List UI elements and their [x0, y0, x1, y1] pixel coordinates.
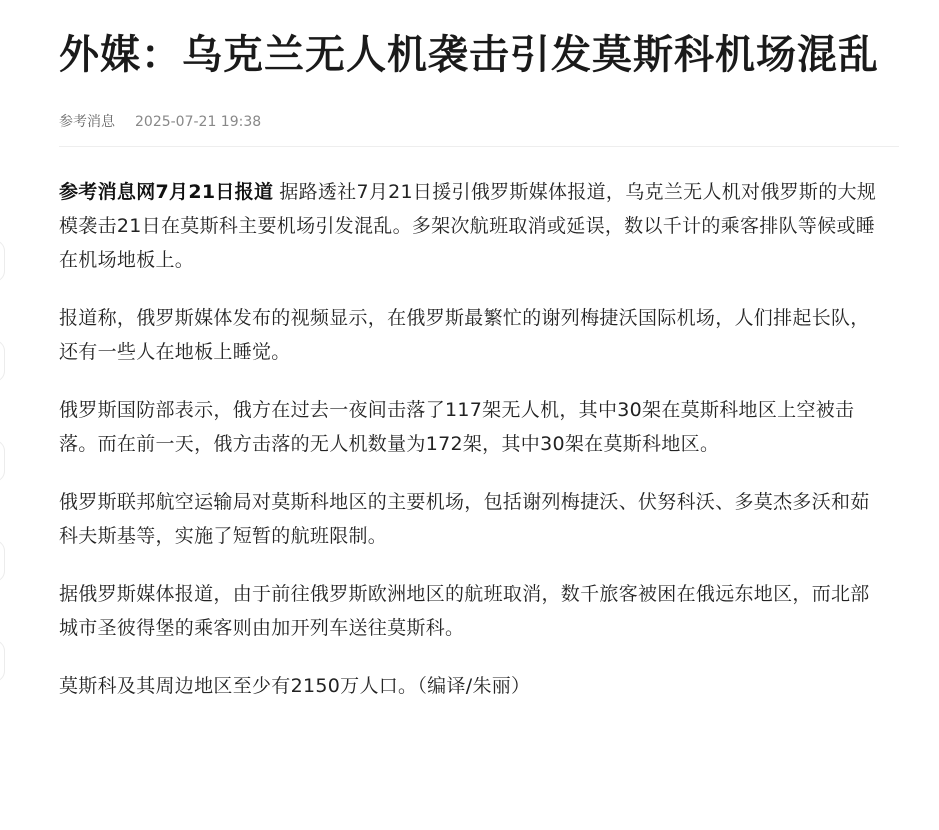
left-edge-decoration: [0, 640, 5, 682]
article-paragraph: 报道称，俄罗斯媒体发布的视频显示，在俄罗斯最繁忙的谢列梅捷沃国际机场，人们排起长队，还有一些人在地板上睡觉。: [59, 307, 870, 363]
left-edge-decoration: [0, 440, 5, 482]
article-paragraph: 俄罗斯联邦航空运输局对莫斯科地区的主要机场，包括谢列梅捷沃、伏努科沃、多莫杰多沃和茹科夫斯基等，实施了短暂的航班限制。: [59, 491, 870, 547]
article-body: [59, 175, 885, 703]
article-lead: 参考消息网7月21日报道: [59, 181, 274, 203]
header-divider: [59, 146, 899, 147]
article-title: 外媒：乌克兰无人机袭击引发莫斯科机场混乱: [59, 32, 879, 78]
article-paragraph: 俄罗斯国防部表示，俄方在过去一夜间击落了117架无人机，其中30架在莫斯科地区上空被击落。而在前一天，俄方击落的无人机数量为172架，其中30架在莫斯科地区。: [59, 399, 855, 455]
article-meta: [59, 112, 909, 132]
left-edge-decoration: [0, 240, 5, 282]
article-paragraph: [59, 175, 885, 277]
paragraph-text: 据路透社7月21日援引俄罗斯媒体报道，乌克兰无人机对俄罗斯的大规模袭击21日在莫斯科主要机场引发混乱。多架次航班取消或延误，数以千计的乘客排队等候或睡在机场地板上。: [59, 181, 877, 271]
left-edge-decoration: [0, 540, 5, 582]
article-datetime: 2025-07-21 19:38: [135, 114, 262, 130]
article-paragraph: 莫斯科及其周边地区至少有2150万人口。（编译/朱丽）: [59, 675, 531, 697]
left-edge-decoration: [0, 340, 5, 382]
article: [59, 0, 909, 727]
article-paragraph: 据俄罗斯媒体报道，由于前往俄罗斯欧洲地区的航班取消，数千旅客被困在俄远东地区，而北部城市圣彼得堡的乘客则由加开列车送往莫斯科。: [59, 583, 870, 639]
article-source[interactable]: 参考消息: [59, 114, 115, 130]
